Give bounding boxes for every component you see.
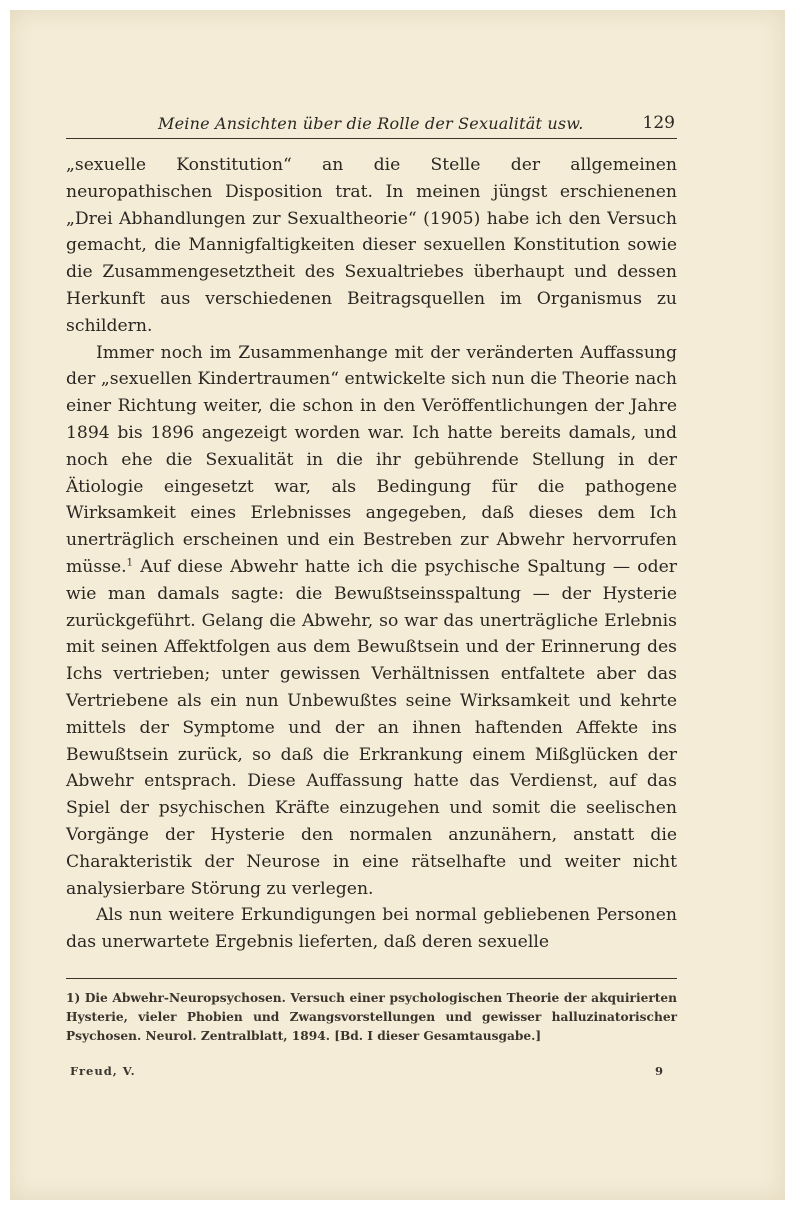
footnote: 1) Die Abwehr-Neuropsychosen. Versuch einer psychologischen Theorie der akquirierten Hysterie, vieler Phobien und Zwangsvorstellungen und gewisser halluzinatorischer Psychosen. Neurol. Zentralblatt, 1894. [Bd. I dieser Gesamtausgabe.] xyxy=(66,990,677,1043)
paragraph-2 xyxy=(66,340,677,903)
footnote-marker: 1 xyxy=(126,557,134,569)
book-page xyxy=(66,110,677,1084)
footnote-divider xyxy=(66,978,677,979)
paragraph-3: Als nun weitere Erkundigungen bei normal gebliebenen Personen das unerwartete Ergebnis lieferten, daß deren sexuelle xyxy=(66,905,677,953)
page-number: 129 xyxy=(642,113,675,133)
running-head xyxy=(66,110,677,139)
signature-label: Freud, V. xyxy=(70,1063,136,1078)
paragraph-2-text: Immer noch im Zusammenhange mit der veränderten Auffassung der „sexuellen Kindertraumen“ entwickelte sich nun die Theorie nach einer Richtung weiter, die schon in den Veröffentlichungen der Jahre 1894 bis 1896 angezeigt worden war. Ich hatte bereits damals, und noch ehe die Sexualität in die ihr gebührende Stellung in der Ätiologie eingesetzt war, als Bedingung für die pathogene Wirksamkeit eines Erlebnisses angegeben, daß dieses dem Ich unerträglich erscheinen und ein Bestreben zur Abwehr hervorrufen müsse. xyxy=(66,342,677,577)
signature-number: 9 xyxy=(654,1063,663,1078)
paragraph-1: „sexuelle Konstitution“ an die Stelle der allgemeinen neuropathischen Disposition trat. In meinen jüngst erschienenen „Drei Abhandlungen zur Sexualtheorie“ (1905) habe ich den Versuch gemacht, die Mannigfaltigkeiten dieser sexuellen Konstitution sowie die Zusammengesetztheit des Sexualtriebes überhaupt und dessen Herkunft aus verschiedenen Beitragsquellen im Organismus zu schildern. xyxy=(66,155,677,336)
printer-signature xyxy=(66,1064,677,1084)
body-text xyxy=(66,152,677,956)
running-title: Meine Ansichten über die Rolle der Sexualität usw. xyxy=(158,114,584,133)
paragraph-2-continuation: Auf diese Abwehr hatte ich die psychische Spaltung — oder wie man damals sagte: die Bewußtseinsspaltung — der Hysterie zurückgeführt. Gelang die Abwehr, so war das unerträgliche Erlebnis mit seinen Affektfolgen aus dem Bewußtsein und der Erinnerung des Ichs vertrieben; unter gewissen Verhältnissen entfaltete aber das Vertriebene als ein nun Unbewußtes seine Wirksamkeit und kehrte mittels der Symptome und der an ihnen haftenden Affekte ins Bewußtsein zurück, so daß die Erkrankung einem Mißglücken der Abwehr entsprach. Diese Auffassung hatte das Verdienst, auf das Spiel der psychischen Kräfte einzugehen und somit die seelischen Vorgänge der Hysterie den normalen anzunähern, anstatt die Charakteristik der Neurose in eine rätselhafte und weiter nicht analysierbare Störung zu verlegen. xyxy=(66,556,677,899)
page-scan xyxy=(10,10,785,1200)
